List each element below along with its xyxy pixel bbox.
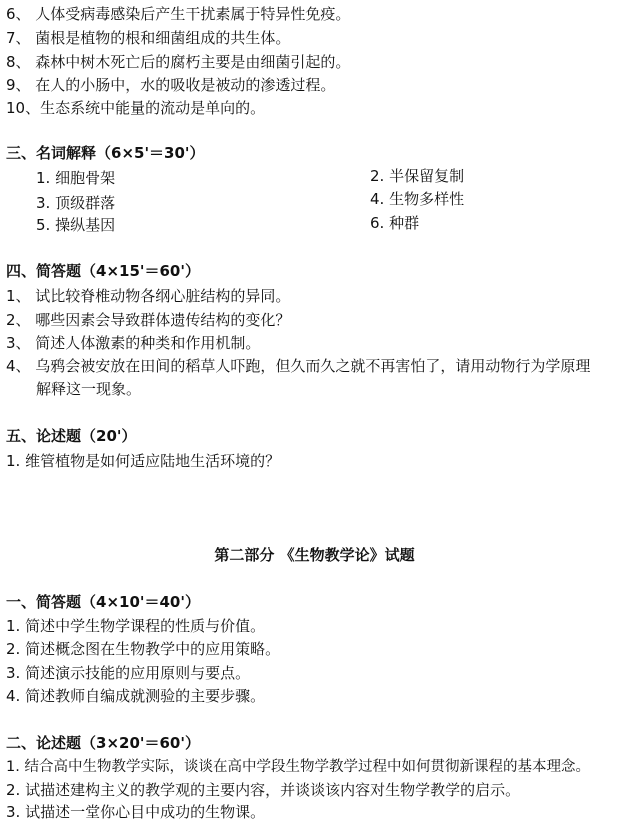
term-item: 1. 细胞骨架 [36, 169, 116, 187]
part2-short-item: 1. 简述中学生物学课程的性质与价值。 [6, 617, 266, 635]
part-two-title: 第二部分 《生物教学论》试题 [214, 546, 415, 564]
part2-short-item: 2. 简述概念图在生物教学中的应用策略。 [6, 640, 281, 658]
term-item: 2. 半保留复制 [370, 167, 465, 185]
short-answer-item-continuation: 解释这一现象。 [36, 380, 142, 398]
section-heading-terms: 三、名词解释（6×5'＝30'） [6, 144, 205, 162]
judge-item: 9、 在人的小肠中，水的吸收是被动的渗透过程。 [6, 76, 336, 94]
term-item: 5. 操纵基因 [36, 216, 116, 234]
section-heading-part2-essay: 二、论述题（3×20'＝60'） [6, 734, 200, 752]
section-heading-part2-short: 一、简答题（4×10'＝40'） [6, 593, 200, 611]
short-answer-item: 3、 简述人体激素的种类和作用机制。 [6, 334, 261, 352]
essay-item: 1. 维管植物是如何适应陆地生活环境的？ [6, 452, 281, 470]
section-heading-essay: 五、论述题（20'） [6, 427, 137, 445]
judge-item: 8、 森林中树木死亡后的腐朽主要是由细菌引起的。 [6, 53, 351, 71]
short-answer-item: 4、 乌鸦会被安放在田间的稻草人吓跑，但久而久之就不再害怕了，请用动物行为学原理 [6, 357, 591, 375]
short-answer-item: 1、 试比较脊椎动物各纲心脏结构的异同。 [6, 287, 291, 305]
judge-item: 6、 人体受病毒感染后产生干扰素属于特异性免疫。 [6, 5, 351, 23]
term-item: 6. 种群 [370, 214, 420, 232]
term-item: 4. 生物多样性 [370, 190, 465, 208]
judge-item: 7、 菌根是植物的根和细菌组成的共生体。 [6, 29, 291, 47]
part2-essay-item: 1. 结合高中生物教学实际，谈谈在高中学段生物学教学过程中如何贯彻新课程的基本理念。 [6, 759, 590, 775]
part2-essay-item: 2. 试描述建构主义的教学观的主要内容，并谈谈该内容对生物学教学的启示。 [6, 781, 521, 799]
term-item: 3. 顶级群落 [36, 194, 116, 212]
judge-item: 10、生态系统中能量的流动是单向的。 [6, 99, 266, 117]
part2-short-item: 3. 简述演示技能的应用原则与要点。 [6, 664, 251, 682]
short-answer-item: 2、 哪些因素会导致群体遗传结构的变化？ [6, 311, 291, 329]
section-heading-short-answer: 四、简答题（4×15'＝60'） [6, 262, 200, 280]
part2-short-item: 4. 简述教师自编成就测验的主要步骤。 [6, 687, 266, 705]
part2-essay-item: 3. 试描述一堂你心目中成功的生物课。 [6, 803, 266, 821]
